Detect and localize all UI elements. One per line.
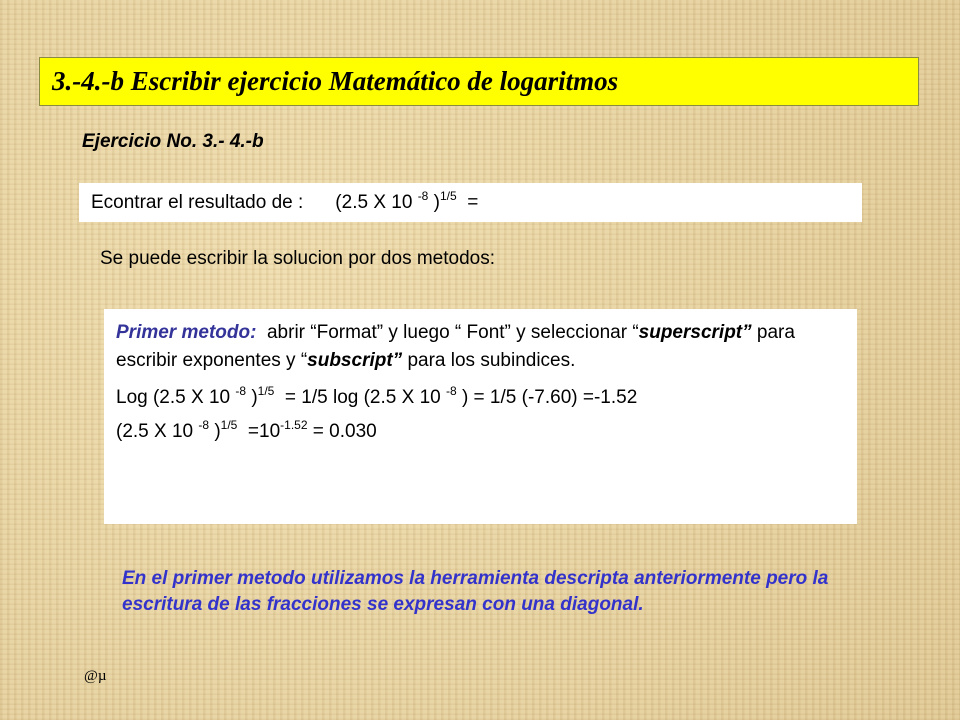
title-bar [39, 57, 919, 106]
intro-text: Se puede escribir la solucion por dos metodos: [100, 248, 496, 269]
result-equation: (2.5 X 10 $^{-8}$ )$^{1/5} =10^{-1.52} = 0.030$ [116, 418, 377, 442]
footer-mark: @µ [84, 668, 107, 684]
task-label: Econtrar el resultado de : [91, 191, 304, 213]
method-description: Primer metodo: abrir “Format” y luego “ Font” y seleccionar “superscript” para escribir exponentes y “subscript” para los subindices. [116, 322, 795, 371]
superscript-term: superscript” [638, 322, 752, 343]
subscript-term: subscript” [307, 350, 403, 371]
method-box [104, 309, 857, 524]
exercise-number: Ejercicio No. 3.- 4.-b [82, 131, 264, 152]
slide-title: 3.-4.-b Escribir ejercicio Matemático de logaritmos [52, 66, 619, 96]
task-box [79, 183, 862, 222]
log-equation: Log (2.5 X 10 $^{-8}$ )$^{1/5}$ = 1/5 log (2.5 X 10 $^{-8}$ ) = 1/5 (-7.60) =-1.52 [116, 384, 638, 408]
task-expression: (2.5 X 10 $^{-8}$ )$^{1/5}$ = [335, 188, 479, 213]
method-label: Primer metodo [116, 322, 251, 343]
task-exponent-1: -8 [417, 188, 429, 203]
method-note: En el primer metodo utilizamos la herramienta descripta anteriormente pero la escritura de las fracciones se expresan con una diagonal. [122, 568, 829, 615]
task-exponent-2: 1/5 [439, 188, 457, 203]
